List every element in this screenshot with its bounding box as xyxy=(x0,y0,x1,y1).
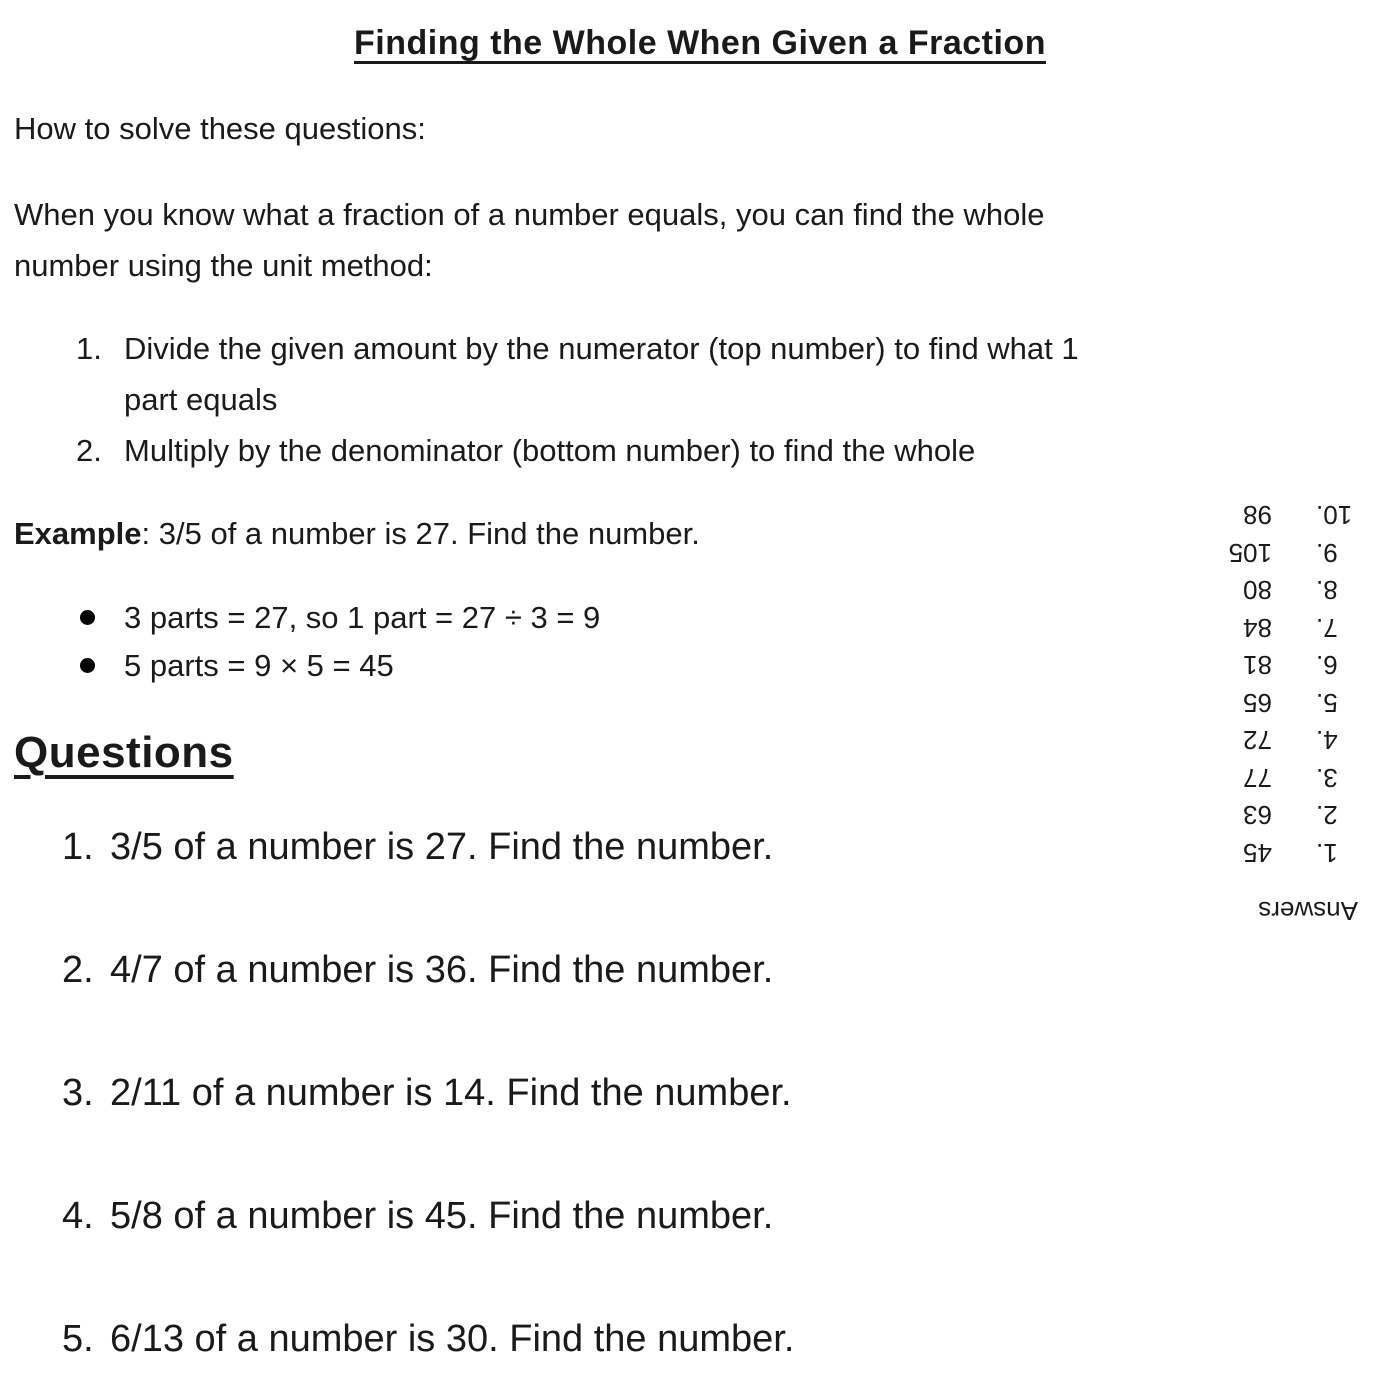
list-item xyxy=(14,323,1386,425)
question-row xyxy=(14,1316,1386,1362)
method-steps-list xyxy=(14,323,1386,476)
answer-row xyxy=(1222,834,1358,872)
answer-number: 5. xyxy=(1316,688,1338,718)
answer-number: 8. xyxy=(1316,575,1338,606)
question-text: 3/5 of a number is 27. Find the number. xyxy=(110,826,774,868)
answers-heading: Answers xyxy=(1258,896,1358,926)
question-number: 3. xyxy=(62,1072,94,1114)
question-number: 2. xyxy=(62,949,94,991)
question-number: 5. xyxy=(62,1318,94,1360)
list-item xyxy=(14,594,1386,642)
question-row xyxy=(14,824,1386,870)
bullet-icon xyxy=(80,658,95,673)
list-item-line: part equals xyxy=(124,382,278,417)
answer-row xyxy=(1222,534,1358,572)
intro-lead: How to solve these questions: xyxy=(14,111,426,146)
question-row xyxy=(14,1070,1386,1116)
question-number: 4. xyxy=(62,1195,94,1237)
answer-number: 10. xyxy=(1316,500,1353,531)
answer-row xyxy=(1222,609,1358,647)
answer-row xyxy=(1222,571,1358,609)
bullet-icon xyxy=(80,610,95,625)
question-text: 4/7 of a number is 36. Find the number. xyxy=(110,949,774,991)
question-list xyxy=(14,824,1386,1362)
list-item-number: 2. xyxy=(76,433,102,468)
question-row xyxy=(14,1193,1386,1239)
answer-value: 45 xyxy=(1243,838,1272,868)
answer-number: 2. xyxy=(1316,800,1338,831)
answer-value: 80 xyxy=(1243,575,1272,606)
answer-row xyxy=(1222,684,1358,722)
answer-row xyxy=(1222,796,1358,834)
question-row xyxy=(14,947,1386,993)
answer-number: 6. xyxy=(1316,650,1338,681)
answer-value: 63 xyxy=(1243,800,1272,831)
list-item xyxy=(14,642,1386,690)
answer-value: 84 xyxy=(1243,613,1272,643)
questions-heading: Questions xyxy=(14,728,234,777)
list-item-text xyxy=(124,425,1386,476)
answer-value: 81 xyxy=(1243,650,1272,681)
list-item-line: Divide the given amount by the numerator (top number) to find what 1 xyxy=(124,331,1079,366)
question-text: 6/13 of a number is 30. Find the number. xyxy=(110,1318,795,1360)
example-text: : 3/5 of a number is 27. Find the number. xyxy=(141,516,700,551)
list-item-line: Multiply by the denominator (bottom number) to find the whole xyxy=(124,433,976,468)
answer-value: 98 xyxy=(1243,500,1272,531)
question-number: 1. xyxy=(62,826,94,868)
example-bullet-list xyxy=(14,594,1386,690)
answer-row xyxy=(1222,721,1358,759)
bullet-text: 5 parts = 9 × 5 = 45 xyxy=(124,648,394,683)
question-text: 2/11 of a number is 14. Find the number. xyxy=(110,1072,792,1114)
question-text: 5/8 of a number is 45. Find the number. xyxy=(110,1195,774,1237)
intro-paragraph-line: number using the unit method: xyxy=(14,248,433,283)
list-item xyxy=(14,425,1386,476)
intro-paragraph-line: When you know what a fraction of a number equals, you can find the whole xyxy=(14,197,1045,232)
example-label: Example xyxy=(14,516,142,551)
list-item-text xyxy=(124,323,1386,425)
answer-value: 65 xyxy=(1243,688,1272,718)
answer-value: 77 xyxy=(1243,763,1272,793)
answer-number: 9. xyxy=(1316,538,1338,568)
bullet-text: 3 parts = 27, so 1 part = 27 ÷ 3 = 9 xyxy=(124,600,601,635)
page-title: Finding the Whole When Given a Fraction xyxy=(354,24,1046,62)
answer-value: 105 xyxy=(1228,538,1272,568)
answer-number: 4. xyxy=(1316,725,1338,756)
answer-row xyxy=(1222,496,1358,534)
example-paragraph xyxy=(14,512,1386,556)
answer-number: 3. xyxy=(1316,763,1338,793)
answer-value: 72 xyxy=(1243,725,1272,756)
answer-key-upside-down xyxy=(1222,496,1358,927)
answer-row xyxy=(1222,759,1358,797)
list-item-number: 1. xyxy=(76,331,102,366)
intro-paragraph xyxy=(14,189,1386,291)
answer-number: 7. xyxy=(1316,613,1338,643)
answer-row xyxy=(1222,646,1358,684)
answer-number: 1. xyxy=(1316,838,1338,868)
